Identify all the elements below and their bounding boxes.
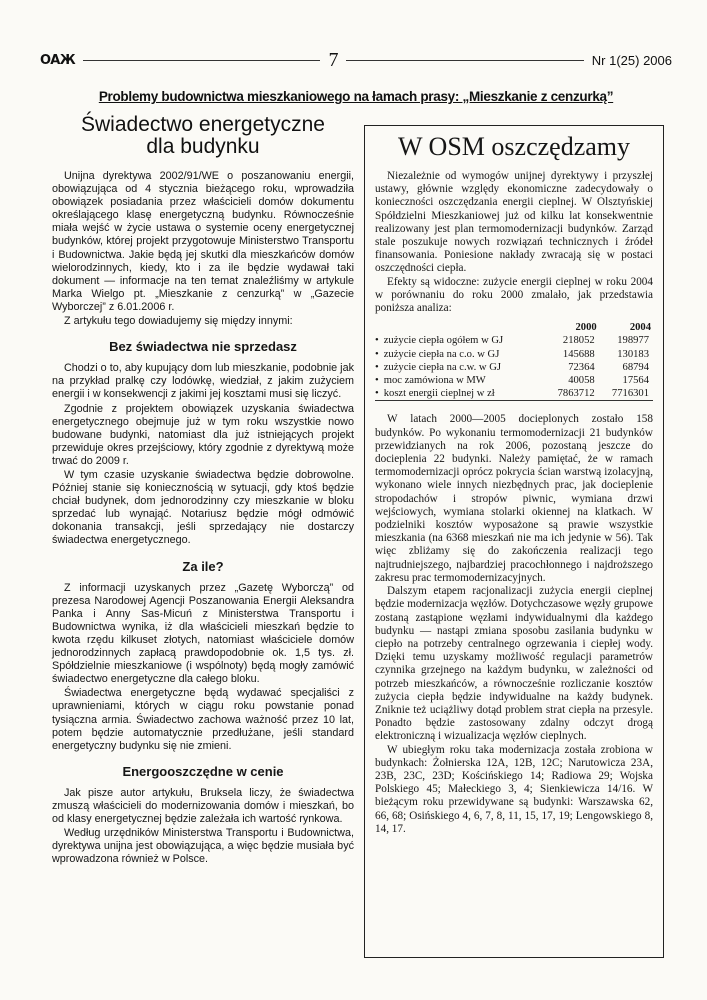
left-paragraph: Z informacji uzyskanych przez „Gazetę Wyborczą” od prezesa Narodowej Agencji Poszanowania Energii Aleksandra Panka i Anny Sas-Micuń z Ministerstwa Transportu i Budownictwa wynika, iż dla właścicieli mieszkań będzie to kwota rzędu kilkuset złotych, natomiast właściciele domów jednorodzinnych zapłacą prawdopodobnie ok. 1,5 tys. zł. Spółdzielnie mieszkaniowe (i wspólnoty) będą mogły zamówić świadectwo energetyczne dla całego bloku. [52,581,354,686]
left-paragraph: W tym czasie uzyskanie świadectwa będzie dobrowolne. Później stanie się koniecznością w sytuacji, gdy ktoś będzie chciał budynek, dom jednorodzinny czy mieszkanie w bloku sprzedać lub wynająć. Notariusz będzie mógł odmówić dokonania transakcji, jeśli sprzedający nie dostarczy świadectwa energetycznego. [52,468,354,547]
stats-label: • zużycie ciepła ogółem w GJ [375,334,544,347]
stats-value-2000: 72364 [568,361,595,373]
left-paragraph: Z artykułu tego dowiadujemy się między innymi: [64,315,293,328]
left-subheading: Bez świadectwa nie sprzedasz [109,339,297,355]
left-paragraph: Chodzi o to, aby kupujący dom lub mieszkanie, podobnie jak na przykład pralkę czy lodówkę, wiedział, z jakim zużyciem energii i w konsekwencji z jakimi jej kosztami musi się liczyć. [52,362,354,401]
stats-label: • zużycie ciepła na c.o. w GJ [375,348,544,361]
right-paragraph: W latach 2000—2005 docieplonych zostało 158 budynków. Po wykonaniu termomodernizacji 21 budynków przewidzianych na rok 2006, pozostaną jeszcze do docieplenia 22 budynki. Należy pamiętać, że w ramach termomodernizacji oprócz pokrycia ścian warstwą izolacyjną, wykonano wiele innych niezbędnych prac, jak docieplenie stropodachów i stropów piwnic, wymiana drzwi wejściowych, wymiana stolarki okiennej na klatkach. W podzielniki kosztów wyposażone są prawie wszystkie mieszkania (na 6368 mieszkań nie ma ich jedynie w 56). Tak więc zbliżamy się do zakończenia realizacji tego najtrudniejszego, najbardziej pracochłonnego i najdroższego zakresu prac termomodernizacyjnych. [375,413,653,584]
left-paragraph: Zgodnie z projektem obowiązek uzyskania świadectwa energetycznego obejmuje już w tym roku wszystkie nowo budowane budynki, natomiast dla już istniejących projekt przewiduje okres przejściowy, który zgodnie z dyrektywą może trwać do 2009 r. [52,402,354,467]
left-paragraph: Unijna dyrektywa 2002/91/WE o poszanowaniu energii, obowiązująca od 4 stycznia bieżącego roku, wprowadziła obowiązek posiadania przez właścicieli domów dokumentu określającego klasę energetyczną budynku. Równocześnie miała wejść w życie ustawa o systemie oceny energetycznej budynków, której projekt przygotowuje Ministerstwo Transportu i Budownictwa. Jakie będą jej skutki dla mieszkańców domów wielorodzinnych, kiedy, kto i za ile będzie wydawał taki dokument — informacje na ten temat znaleźliśmy w artykule Marka Wielgo pt. „Mieszkanie z cenzurką” w „Gazecie Wyborczej” z 6.01.2006 r. [52,170,354,313]
stats-header-2004: 2004 [629,322,651,334]
stats-row [375,374,653,387]
header-rule-right [346,60,583,61]
issue-number: Nr 1(25) 2006 [591,52,672,68]
left-subheading: Energooszczędne w cenie [122,763,284,779]
stats-header-empty [375,321,544,334]
osm-logo: OAЖ [40,52,76,68]
stats-row [375,334,653,347]
stats-value-2000: 7863712 [544,387,598,401]
left-subheading: Za ile? [182,558,224,574]
left-title-line2: dla budynku [146,135,260,158]
page-header [40,48,672,72]
stats-header-2000: 2000 [575,322,597,334]
stats-value-2004: 130183 [617,348,649,360]
stats-value-2004: 7716301 [599,387,653,401]
left-article [52,114,354,868]
energy-stats-table [375,321,653,401]
stats-value-2004: 68794 [622,361,649,373]
stats-header-row [375,321,653,334]
stats-row [375,361,653,374]
series-title: Problemy budownictwa mieszkaniowego na łamach prasy: „Mieszkanie z cenzurką” [98,89,614,104]
left-paragraph: Świadectwa energetyczne będą wydawać specjaliści z uprawnieniami, których w ciągu roku powstanie ponad tysiączna armia. Świadectwo zachowa ważność przez 10 lat, potem będzie automatycznie przedłużane, jeśli standard energetyczny budynku się nie zmieni. [52,687,354,752]
stats-value-2000: 218052 [562,335,595,347]
stats-row [375,387,653,401]
left-paragraph: Według urzędników Ministerstwa Transportu i Budownictwa, dyrektywa unijna jest obowiązująca, a więc będzie musiała być wprowadzona również w Polsce. [52,827,354,866]
stats-value-2000: 40058 [568,375,595,387]
stats-value-2004: 198977 [617,335,649,347]
right-boxed-article [364,125,664,958]
left-title-line1: Świadectwo energetyczne [81,113,325,136]
page-number: 7 [328,48,339,71]
left-article-title [52,114,354,158]
stats-value-2000: 145688 [562,348,595,360]
left-paragraph: Jak pisze autor artykułu, Bruksela liczy, że świadectwa zmuszą właścicieli do modernizowania domów i mieszkań, bo od klasy energetycznej będzie zależała ich wartość rynkowa. [52,786,354,826]
stats-label: • zużycie ciepła na c.w. w GJ [375,361,544,374]
right-paragraph: Dalszym etapem racjonalizacji zużycia energii cieplnej będzie modernizacja węzłów. Dotychczasowe węzły grupowe zostaną zastąpione węzłami indywidualnymi dla każdego budynku — nastąpi zmiana sposobu zasilania budynku w ciepło na potrzeby centralnego ogrzewania i ciepłej wody. Dzięki temu uzyskamy możliwość regulacji parametrów czynnika grzejnego na każdym budynku, w zależności od potrzeb mieszkańców, a równocześnie rozliczanie kosztów zużycia ciepła będzie indywidualne na każdy budynek. Zniknie też uciążliwy dotąd problem strat ciepła na przesyle. Ponadto będzie zastosowany zdalny odczyt drogą elektroniczną i wizualizacja węzłów cieplnych. [375,585,653,743]
stats-value-2004: 17564 [622,375,649,387]
right-paragraph: Niezależnie od wymogów unijnej dyrektywy i przyszłej ustawy, głównie względy ekonomiczne zadecydowały o konieczności oszczędzania energii cieplnej. W Olsztyńskiej Spółdzielni Mieszkaniowej już od kilku lat konsekwentnie realizowany jest plan termomodernizacji budynków. Zarząd stale poszukuje nowych rozwiązań technicznych i źródeł finansowania. Poniesione nakłady zwracają się w postaci oszczędności ciepła. [375,170,653,275]
right-paragraph: W ubiegłym roku taka modernizacja została zrobiona w budynkach: Żołnierska 12A, 12B, 12C; Narutowicza 23A, 23B, 23C, 23D; Kościńskiego 14; Radiowa 29; Wojska Polskiego 45; Małeckiego 3, 4; Sienkiewicza 14/16. W bieżącym roku przewidywane są budynki: Warszawska 62, 66, 68; Osińskiego 4, 6, 7, 8, 11, 15, 17, 19; Lengowskiego 8, 14, 17. [375,743,653,835]
right-article-title: W OSM oszczędzamy [397,132,630,161]
stats-row [375,348,653,361]
stats-label: • moc zamówiona w MW [375,374,544,387]
right-paragraph: Efekty są widoczne: zużycie energii cieplnej w roku 2004 w porównaniu do roku 2000 zmalało, jak przedstawia poniższa analiza: [375,275,653,315]
stats-label: • koszt energii cieplnej w zł [375,387,544,401]
header-rule-left [83,60,320,61]
